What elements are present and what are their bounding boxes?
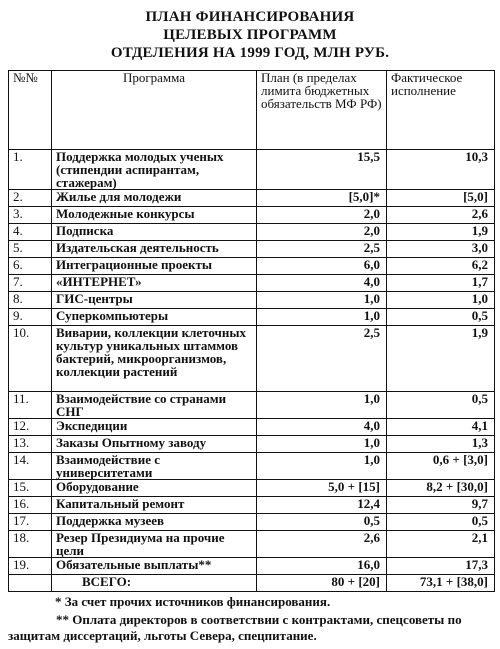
row-program: Издательская деятельность (52, 241, 257, 258)
row-program: Поддержка музеев (52, 514, 257, 531)
row-num: 14. (9, 453, 52, 480)
row-fact: 1,3 (387, 436, 495, 453)
row-num: 1. (9, 150, 52, 190)
table-row (9, 309, 495, 326)
row-program: Суперкомпьютеры (52, 309, 257, 326)
row-plan: 5,0 + [15] (257, 480, 387, 497)
footnote-2: ** Оплата директоров в соответствии с контрактами, спецсоветы по защитам диссертаций, льготы Севера, спецпитание. (8, 612, 462, 643)
row-fact: 0,5 (387, 392, 495, 419)
row-fact: 1,0 (387, 292, 495, 309)
row-program: Капитальный ремонт (52, 497, 257, 514)
header-program: Программа (52, 71, 257, 150)
row-program: Оборудование (52, 480, 257, 497)
row-plan: 1,0 (257, 453, 387, 480)
row-fact: 0,5 (387, 309, 495, 326)
row-fact: 3,0 (387, 241, 495, 258)
row-plan: 1,0 (257, 392, 387, 419)
row-plan: 2,0 (257, 224, 387, 241)
row-fact: 1,9 (387, 326, 495, 392)
row-program: Взаимодействие с университетами (52, 453, 257, 480)
row-program: «ИНТЕРНЕТ» (52, 275, 257, 292)
row-num: 15. (9, 480, 52, 497)
row-num: 10. (9, 326, 52, 392)
financing-table (8, 70, 495, 592)
row-fact: 4,1 (387, 419, 495, 436)
row-fact: 9,7 (387, 497, 495, 514)
row-plan: [5,0]* (257, 190, 387, 207)
row-plan: 12,4 (257, 497, 387, 514)
row-program: Взаимодействие со странами СНГ (52, 392, 257, 419)
row-plan: 4,0 (257, 419, 387, 436)
row-num: 7. (9, 275, 52, 292)
row-program: Жилье для молодежи (52, 190, 257, 207)
doc-title-line-3: ОТДЕЛЕНИЯ НА 1999 ГОД, МЛН РУБ. (110, 45, 390, 61)
row-plan: 16,0 (257, 558, 387, 575)
table-row (9, 326, 495, 392)
row-num: 12. (9, 419, 52, 436)
row-program: Молодежные конкурсы (52, 207, 257, 224)
row-program: Подписка (52, 224, 257, 241)
row-program: ГИС-центры (52, 292, 257, 309)
table-row (9, 436, 495, 453)
header-plan: План (в пределах лимита бюджетных обязательств МФ РФ) (257, 71, 387, 150)
row-num: 17. (9, 514, 52, 531)
row-num: 9. (9, 309, 52, 326)
row-plan: 2,5 (257, 326, 387, 392)
row-program: Поддержка молодых ученых (стипендии аспирантам, стажерам) (52, 150, 257, 190)
row-fact: 1,9 (387, 224, 495, 241)
row-plan: 2,0 (257, 207, 387, 224)
row-fact: 1,7 (387, 275, 495, 292)
row-fact: 0,6 + [3,0] (387, 453, 495, 480)
total-label: ВСЕГО: (52, 575, 257, 592)
table-row (9, 480, 495, 497)
row-num: 8. (9, 292, 52, 309)
total-fact: 73,1 + [38,0] (387, 575, 495, 592)
row-program: Обязательные выплаты** (52, 558, 257, 575)
row-num: 18. (9, 531, 52, 558)
row-num: 2. (9, 190, 52, 207)
row-fact: 2,6 (387, 207, 495, 224)
table-row (9, 558, 495, 575)
row-plan: 2,5 (257, 241, 387, 258)
header-num: №№ (9, 71, 52, 150)
table-row (9, 207, 495, 224)
row-plan: 2,6 (257, 531, 387, 558)
row-program: Интеграционные проекты (52, 258, 257, 275)
table-row (9, 497, 495, 514)
table-header-row (9, 71, 495, 150)
row-fact: 6,2 (387, 258, 495, 275)
row-num: 5. (9, 241, 52, 258)
row-plan: 1,0 (257, 436, 387, 453)
row-plan: 1,0 (257, 309, 387, 326)
footnote-1: * За счет прочих источников финансирования. (55, 594, 331, 609)
table-row (9, 292, 495, 309)
total-plan: 80 + [20] (257, 575, 387, 592)
row-fact: 0,5 (387, 514, 495, 531)
table-total-row (9, 575, 495, 592)
table-row (9, 531, 495, 558)
table-row (9, 224, 495, 241)
table-row (9, 190, 495, 207)
table-row (9, 514, 495, 531)
row-num: 4. (9, 224, 52, 241)
doc-title-line-1: ПЛАН ФИНАНСИРОВАНИЯ (145, 9, 355, 25)
table-row (9, 258, 495, 275)
row-plan: 6,0 (257, 258, 387, 275)
row-num: 16. (9, 497, 52, 514)
row-fact: 2,1 (387, 531, 495, 558)
row-fact: 17,3 (387, 558, 495, 575)
row-num: 11. (9, 392, 52, 419)
doc-title-line-2: ЦЕЛЕВЫХ ПРОГРАММ (163, 27, 337, 43)
row-plan: 4,0 (257, 275, 387, 292)
row-program: Экспедиции (52, 419, 257, 436)
row-plan: 1,0 (257, 292, 387, 309)
row-fact: 8,2 + [30,0] (387, 480, 495, 497)
row-plan: 15,5 (257, 150, 387, 190)
row-num: 3. (9, 207, 52, 224)
row-num: 13. (9, 436, 52, 453)
row-program: Виварии, коллекции клеточных культур уникальных штаммов бактерий, микроорганизмов, коллекции растений (52, 326, 257, 392)
row-num: 19. (9, 558, 52, 575)
header-fact: Фактическое исполнение (387, 71, 495, 150)
table-row (9, 275, 495, 292)
row-fact: 10,3 (387, 150, 495, 190)
table-row (9, 241, 495, 258)
row-program: Заказы Опытному заводу (52, 436, 257, 453)
table-row (9, 453, 495, 480)
row-plan: 0,5 (257, 514, 387, 531)
row-program: Резер Президиума на прочие цели (52, 531, 257, 558)
table-row (9, 419, 495, 436)
row-fact: [5,0] (387, 190, 495, 207)
row-num: 6. (9, 258, 52, 275)
total-num-cell (9, 575, 52, 592)
table-row (9, 392, 495, 419)
table-row (9, 150, 495, 190)
